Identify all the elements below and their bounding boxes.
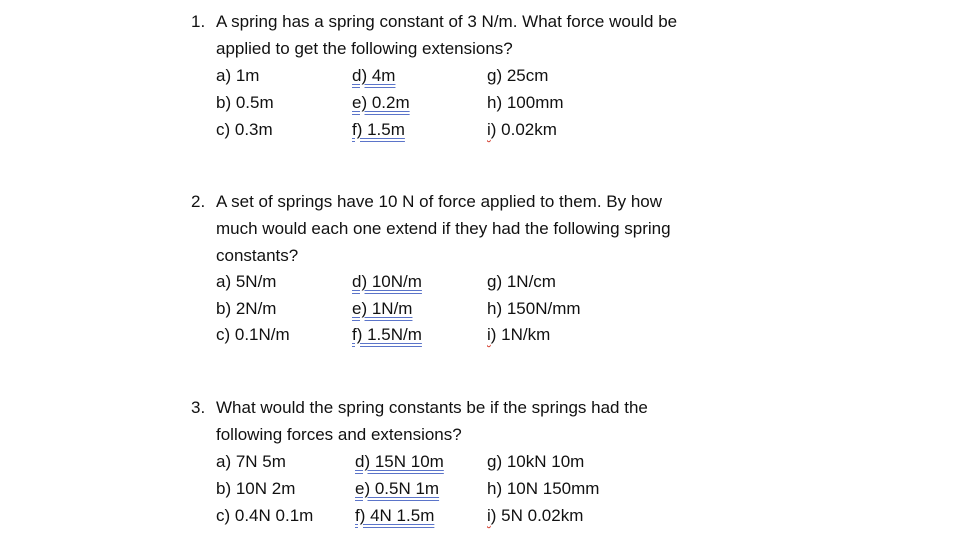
option-d: d) 4m <box>352 66 396 85</box>
option-g: g) 25cm <box>487 66 549 85</box>
option-e: e) 1N/m <box>352 299 413 318</box>
option-h: h) 100mm <box>487 93 564 112</box>
question-text-line: A spring has a spring constant of 3 N/m. What force would be <box>216 12 678 31</box>
question-text-line: following forces and extensions? <box>216 425 462 444</box>
option-f: f) 4N 1.5m <box>355 506 435 525</box>
option-a: a) 1m <box>216 66 260 85</box>
question-number: 3. <box>191 398 206 417</box>
option-a: a) 5N/m <box>216 272 277 291</box>
option-c: c) 0.4N 0.1m <box>216 506 314 525</box>
option-i: i) 5N 0.02km <box>487 506 584 525</box>
option-g: g) 1N/cm <box>487 272 556 291</box>
option-h: h) 150N/mm <box>487 299 581 318</box>
spellcheck-mark: i <box>487 120 491 139</box>
option-f: f) 1.5m <box>352 120 405 139</box>
option-d: d) 15N 10m <box>355 452 444 471</box>
question-text-line: applied to get the following extensions? <box>216 39 513 58</box>
option-e: e) 0.5N 1m <box>355 479 440 498</box>
option-c: c) 0.3m <box>216 120 273 139</box>
spellcheck-mark: i <box>487 506 491 525</box>
question-text-line: What would the spring constants be if the springs had the <box>216 398 648 417</box>
option-b: b) 10N 2m <box>216 479 296 498</box>
option-h: h) 10N 150mm <box>487 479 600 498</box>
option-b: b) 0.5m <box>216 93 274 112</box>
option-b: b) 2N/m <box>216 299 277 318</box>
option-d: d) 10N/m <box>352 272 422 291</box>
option-i: i) 1N/km <box>487 325 551 344</box>
option-g: g) 10kN 10m <box>487 452 585 471</box>
question-number: 2. <box>191 192 206 211</box>
option-e: e) 0.2m <box>352 93 410 112</box>
question-text-line: much would each one extend if they had the following spring <box>216 219 671 238</box>
option-f: f) 1.5N/m <box>352 325 422 344</box>
option-i: i) 0.02km <box>487 120 557 139</box>
question-text-line: A set of springs have 10 N of force applied to them. By how <box>216 192 663 211</box>
option-c: c) 0.1N/m <box>216 325 290 344</box>
question-number: 1. <box>191 12 206 31</box>
option-a: a) 7N 5m <box>216 452 286 471</box>
spellcheck-mark: i <box>487 325 491 344</box>
question-text-line: constants? <box>216 246 299 265</box>
